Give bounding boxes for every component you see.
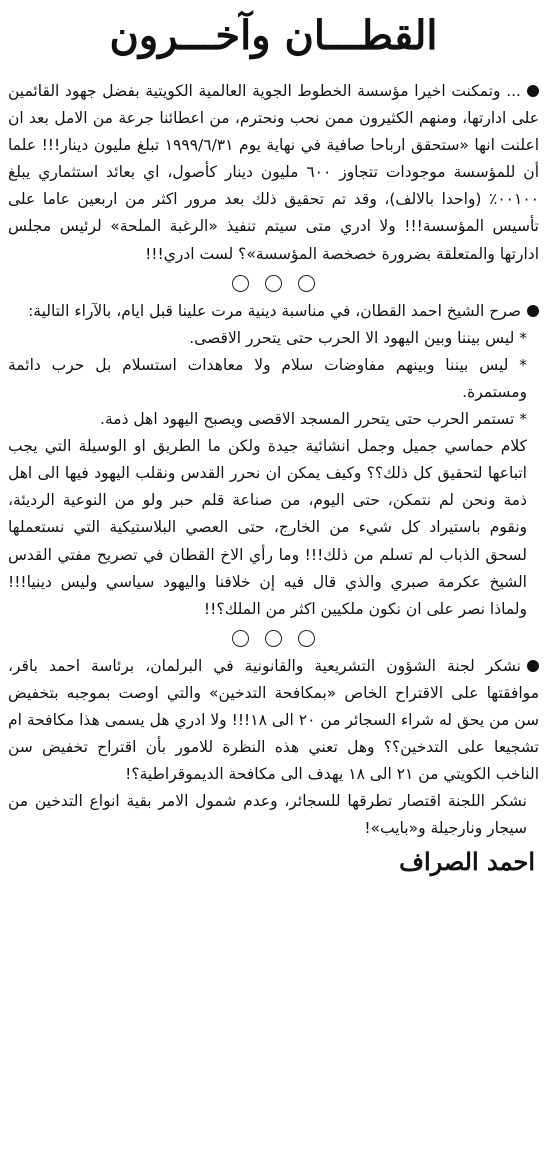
bullet-dot-icon (527, 85, 539, 97)
section-smoking (8, 653, 539, 843)
section-qattan (8, 298, 539, 623)
circle-icon (298, 630, 315, 647)
article-title: القطـــان وآخـــرون (109, 12, 438, 59)
paragraph: نشكر اللجنة اقتصار تطرقها للسجائر، وعدم شمول الامر بقية انواع التدخين من سيجار ونارجيلة و«بايب»! (8, 792, 527, 838)
section-separator (8, 268, 539, 298)
paragraph: نشكر لجنة الشؤون التشريعية والقانونية في البرلمان، برئاسة احمد باقر، موافقتها على الاقتراح الخاص «بمكافحة التدخين» والتي اوصت بموجبه بتخفيض سن من يحق له شراء السجائر من ٢٠ الى ١٨!!! ولا ادري هل يسمى هذا مكافحة ام تشجيعا على التدخين؟؟ وهل تعني هذه النظرة للامور بأن اقتراح تخفيض سن الناخب الكويتي من ٢١ الى ١٨ يهدف الى مكافحة الديموقراطية؟! (8, 656, 540, 784)
circle-icon (232, 630, 249, 647)
quote-item: * ليس بيننا وبينهم مفاوضات سلام ولا معاهدات استسلام بل حرب دائمة ومستمرة. (8, 355, 527, 401)
circle-icon (298, 275, 315, 292)
quote-item: * تستمر الحرب حتى يتحرر المسجد الاقصى ويصبح اليهود اهل ذمة. (100, 410, 527, 429)
circle-icon (232, 275, 249, 292)
author-signature: احمد الصراف (399, 847, 535, 877)
quote-item: * ليس بيننا وبين اليهود الا الحرب حتى يتحرر الاقصى. (189, 328, 527, 347)
bullet-dot-icon (527, 305, 539, 317)
paragraph: ... وتمكنت اخيرا مؤسسة الخطوط الجوية العالمية الكويتية بفضل جهود القائمين على ادارتها، ومنهم الكثيرون ممن نحب ونحترم، من اعطائنا جرعة من الامل بعد ان اعلنت انها «ستحقق ارباحا صافية في نهاية يوم ١٩٩٩/٦/٣١ تبلغ مليون دينار!!! علما أن للمؤسسة موجودات تتجاوز ٦٠٠ مليون دينار كأصول، اي بعائد استثماري يبلغ ٠٠١٠٠٪ (واحدا بالالف)، وقد تم تحقيق ذلك بعد مرور اكثر من اربعين عاما على تأسيس المؤسسة!!! ولا ادري متى سيتم تنفيذ «الرغبة الملحة» لرئيس مجلس ادارتها والمتعلقة بضرورة خصخصة المؤسسة»؟ لست ادري!!! (8, 82, 540, 263)
circle-icon (265, 275, 282, 292)
section-airways (8, 78, 539, 268)
section-separator (8, 623, 539, 653)
paragraph: صرح الشيخ احمد القطان، في مناسبة دينية مرت علينا قبل ايام، بالآراء التالية: (8, 298, 539, 325)
circle-icon (265, 630, 282, 647)
paragraph: كلام حماسي جميل وجمل انشائية جيدة ولكن ما الطريق او الوسيلة التي يجب اتباعها لتحقيق كل ذلك؟؟ وكيف يمكن ان نحرر القدس ونقلب اليهود فيها الى اهل ذمة ونحن لم نتمكن، حتى اليوم، من صناعة قلم حبر ولو من النوعية الرديئة، ونقوم باستيراد كل شيء من الخارج، حتى العصي البلاستيكية التي نستعملها لسحق الذباب لم تسلم من ذلك!!! وما رأي الاخ القطان في تصريح مفتي القدس الشيخ عكرمة صبري والذي قال فيه إن خلافنا واليهود سياسي وليس دينيا!!! ولماذا نصر على ان نكون ملكيين اكثر من الملك؟!! (8, 437, 527, 618)
bullet-dot-icon (527, 660, 539, 672)
